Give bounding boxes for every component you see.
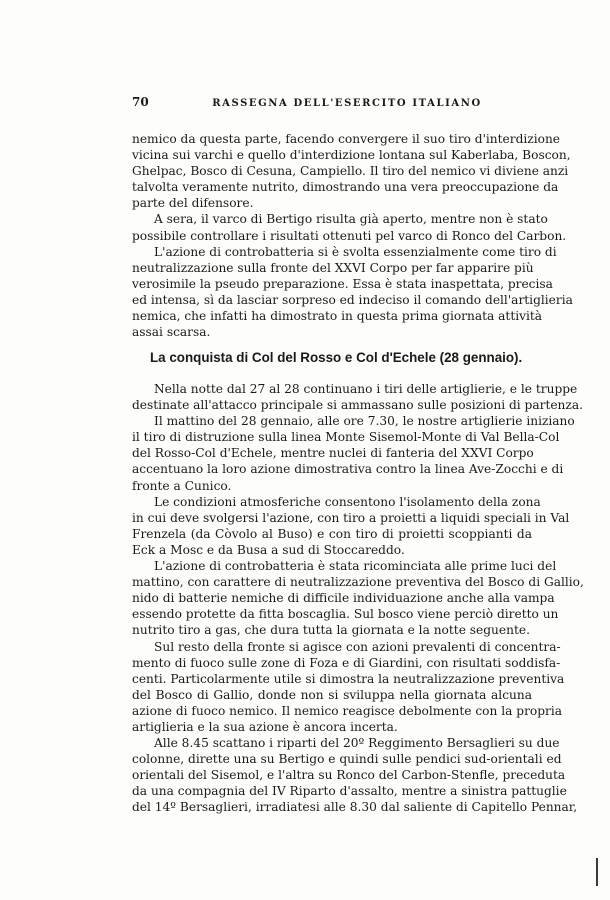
text-line: essendo protette da fitta boscaglia. Sul bosco viene perciò diretto un	[132, 607, 559, 622]
text-line: L'azione di controbatteria è stata ricominciata alle prime luci del	[154, 559, 557, 574]
text-line: da una compagnia del IV Riparto d'assalto, mentre a sinistra pattuglie	[132, 784, 567, 799]
text-line: Ghelpac, Bosco di Cesuna, Campiello. Il tiro del nemico vi diviene anzi	[132, 164, 569, 179]
text-line: Il mattino del 28 gennaio, alle ore 7.30, le nostre artiglierie iniziano	[154, 414, 575, 429]
text-line: vicina sui varchi e quello d'interdizione lontana sul Kaberlaba, Boscon,	[132, 148, 571, 163]
text-line: Le condizioni atmosferiche consentono l'isolamento della zona	[154, 494, 541, 509]
text-line: Alle 8.45 scattano i riparti del 20º Reggimento Bersaglieri su due	[154, 736, 560, 751]
text-line: fronte a Cunico.	[132, 478, 232, 493]
text-line: talvolta veramente nutrito, dimostrando una vera preoccupazione da	[132, 180, 559, 195]
text-line: nemico da questa parte, facendo convergere il suo tiro d'interdizione	[132, 132, 561, 146]
paragraphs-after-heading	[132, 381, 584, 816]
page-number: 70	[132, 95, 149, 109]
text-line: nido di batterie nemiche di difficile individuazione anche alla vampa	[132, 591, 555, 606]
text-line: del Rosso-Col d'Echele, mentre nuclei di fanteria del XXVI Corpo	[132, 446, 534, 461]
text-line: in cui deve svolgersi l'azione, con tiro a proietti a liquidi speciali in Val	[132, 510, 570, 525]
text-line: Nella notte dal 27 al 28 continuano i tiri delle artiglierie, e le truppe	[154, 382, 578, 396]
text-line: nemica, che infatti ha dimostrato in questa prima giornata attività	[132, 309, 543, 324]
text-line: artiglieria e la sua azione è ancora incerta.	[132, 719, 398, 734]
text-line: ed intensa, sì da lasciar sorpreso ed indeciso il comando dell'artiglieria	[132, 292, 573, 307]
text-line: verosimile la pseudo preparazione. Essa è stata inaspettata, precisa	[132, 276, 553, 291]
text-line: assai scarsa.	[132, 325, 211, 340]
text-line: destinate all'attacco principale si ammassano sulle posizioni di partenza.	[132, 398, 583, 413]
text-line: del Bosco di Gallio, donde non si sviluppa nella giornata alcuna	[132, 687, 532, 702]
running-head	[132, 95, 532, 115]
text-line: mattino, con carattere di neutralizzazione preventiva del Bosco di Gallio,	[132, 575, 584, 590]
text-line: colonne, dirette una su Bertigo e quindi sulle pendici sud-orientali ed	[132, 752, 562, 767]
text-line: mento di fuoco sulle zone di Foza e di Giardini, con risultati soddisfa-	[132, 655, 561, 670]
text-line: possibile controllare i risultati ottenuti pel varco di Ronco del Carbon.	[132, 228, 567, 243]
text-line: Eck a Mosc e da Busa a sud di Stoccareddo.	[132, 542, 405, 557]
text-line: L'azione di controbatteria si è svolta essenzialmente come tiro di	[154, 244, 557, 259]
paragraphs-before-heading	[132, 131, 573, 340]
text-line: del 14º Bersaglieri, irradiatesi alle 8.30 dal saliente di Capitello Pennar,	[132, 800, 578, 815]
text-line: orientali del Sisemol, e l'altra su Ronco del Carbon-Stenfle, preceduta	[132, 768, 566, 783]
text-line: nutrito tiro a gas, che dura tutta la giornata e la notte seguente.	[132, 623, 530, 638]
text-line: il tiro di distruzione sulla linea Monte Sisemol-Monte di Val Bella-Col	[132, 430, 560, 445]
text-line: parte del difensore.	[132, 196, 254, 211]
text-line: azione di fuoco nemico. Il nemico reagisce debolmente con la propria	[132, 703, 563, 718]
text-line: centi. Particolarmente utile si dimostra la neutralizzazione preventiva	[132, 671, 565, 686]
section-heading: La conquista di Col del Rosso e Col d'Echele (28 gennaio).	[150, 350, 523, 365]
text-line: A sera, il varco di Bertigo risulta già aperto, mentre non è stato	[154, 212, 548, 227]
margin-mark	[596, 858, 598, 886]
text-line: Frenzela (da Còvolo al Buso) e con tiro di proietti scoppianti da	[132, 526, 532, 541]
text-line: Sul resto della fronte si agisce con azioni prevalenti di concentra-	[154, 639, 561, 654]
text-line: neutralizzazione sulla fronte del XXVI Corpo per far apparire più	[132, 260, 534, 275]
text-line: accentuano la loro azione dimostrativa contro la linea Ave-Zocchi e di	[132, 462, 564, 477]
journal-title: RASSEGNA DELL'ESERCITO ITALIANO	[212, 98, 482, 109]
